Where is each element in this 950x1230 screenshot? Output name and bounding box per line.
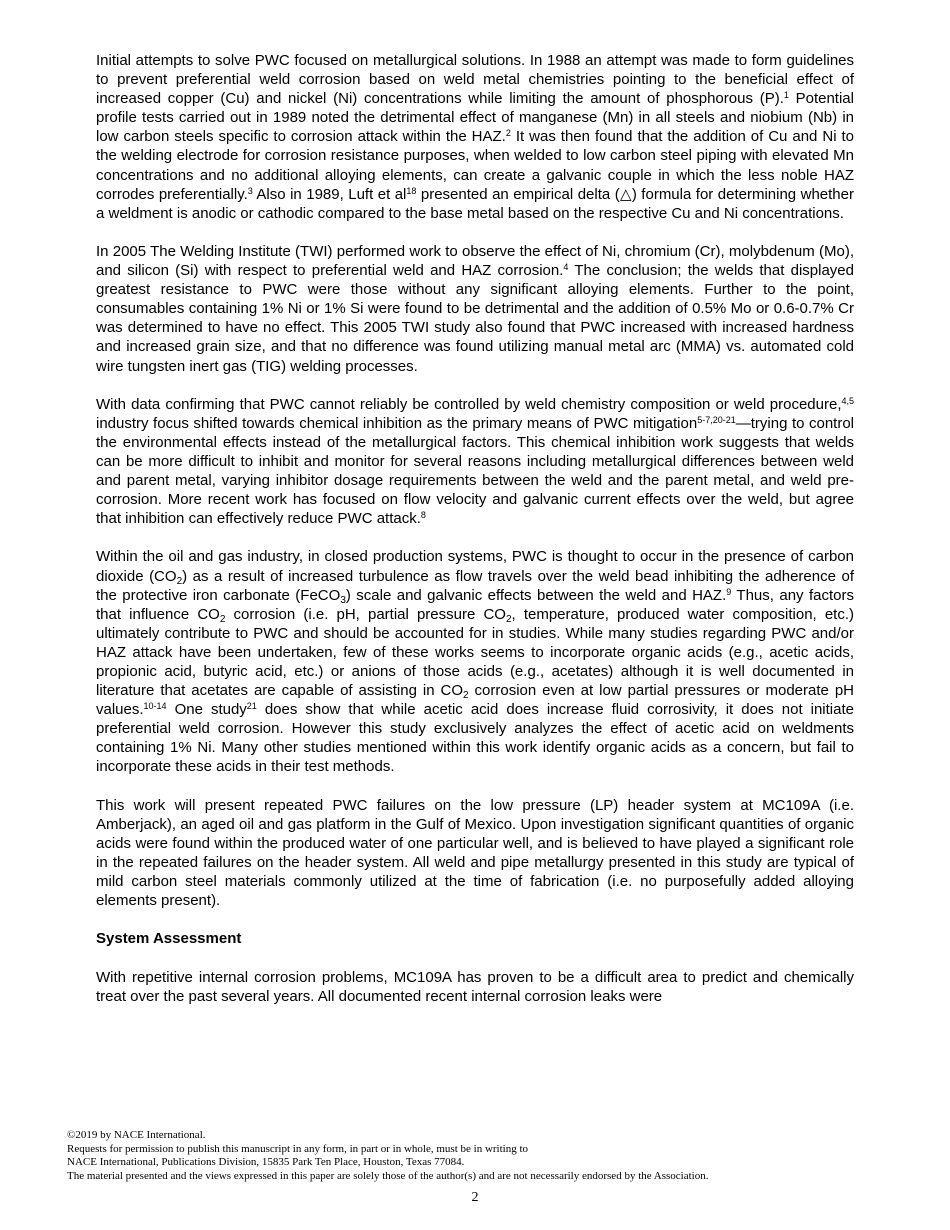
citation-ref: 2 [505, 128, 511, 139]
subscript: 2 [463, 690, 469, 702]
text-run: Thus, any factors that influence CO [96, 586, 854, 623]
text-run: does show that while acetic acid does increase fluid corrosivity, it does not initiate preferential weld corrosion. However this study exclusively analyzes the effect of acetic acid on weldments containing 1% Ni. Many other studies mentioned within this work identify organic acids as a concern, but fail to incorporate these acids in their test methods. [96, 701, 854, 776]
footer-address: NACE International, Publications Division, 15835 Park Ten Place, Houston, Texas 77084. [67, 1156, 465, 1169]
citation-ref: 1 [783, 90, 789, 101]
footer-permission: Requests for permission to publish this manuscript in any form, in part or in whole, must be in writing to [67, 1142, 529, 1155]
text-run: ) scale and galvanic effects between the weld and HAZ. [345, 586, 727, 604]
text-run: Within the oil and gas industry, in closed production systems, PWC is thought to occur in the presence of carbon dioxide (CO [96, 548, 854, 585]
text-run: corrosion (i.e. pH, partial pressure CO [225, 605, 506, 623]
subscript: 2 [176, 575, 183, 587]
footer-disclaimer: The material presented and the views expressed in this paper are solely those of the author(s) and are not necessarily endorsed by the Association. [67, 1169, 709, 1182]
citation-ref: 18 [406, 185, 417, 196]
subscript: 2 [219, 613, 226, 625]
subscript: 3 [340, 594, 346, 606]
text-run: One study [166, 701, 247, 719]
paragraph-system-assessment: With repetitive internal corrosion problems, MC109A has proven to be a difficult area to predict and chemically treat over the past several years. All documented recent internal corrosion leaks were [96, 968, 854, 1005]
citation-ref: 4 [563, 262, 569, 273]
citation-ref: 9 [726, 586, 732, 597]
paragraph-oil-gas-industry [96, 547, 854, 776]
citation-ref: 10-14 [143, 701, 167, 712]
paragraph-this-work: This work will present repeated PWC failures on the low pressure (LP) header system at MC109A (i.e. Amberjack), an aged oil and gas platform in the Gulf of Mexico. Upon investigation significant quantities of organic acids were found within the produced water of one particular well, and is believed to have played a significant role in the repeated failures on the header system. All weld and pipe metallurgy presented in this study are typical of mild carbon steel materials commonly utilized at the time of fabrication (i.e. no purposefully added alloying elements present). [96, 796, 854, 910]
citation-ref: 8 [420, 510, 426, 521]
text-run: corrosion even at low partial pressures or moderate pH values. [96, 682, 854, 719]
citation-ref: 4,5 [841, 395, 854, 406]
body-text [96, 51, 854, 1006]
citation-ref: 5-7,20-21 [697, 414, 736, 425]
text-run: Also in 1989, Luft et al [252, 185, 407, 203]
text-run: Initial attempts to solve PWC focused on metallurgical solutions. In 1988 an attempt was made to form guidelines to prevent preferential weld corrosion based on weld metal chemistries pointing to the beneficial effect of increased copper (Cu) and nickel (Ni) concentrations while limiting the amount of phosphorous (P). [96, 52, 854, 108]
text-run: In 2005 The Welding Institute (TWI) performed work to observe the effect of Ni, chromium (Cr), molybdenum (Mo), and silicon (Si) with respect to preferential weld and HAZ corrosion. [96, 242, 854, 280]
text-run: , temperature, produced water composition, etc.) ultimately contribute to PWC and should be accounted for in studies. While many studies regarding PWC and/or HAZ attack have been undertaken, few of these works seems to incorporate organic acids (e.g., acetic acids, propionic acid, butyric acid, etc.) or anions of those acids (e.g., acetates) although it is well documented in literature that acetates are capable of assisting in CO [96, 605, 855, 700]
text-run: —trying to control the environmental effects instead of the metallurgical factors. This chemical inhibition work suggests that welds can be more difficult to inhibit and monitor for several reasons including metallurgical differences between weld and parent metal, varying inhibitor dosage requirements between the weld and the parent metal, and weld pre-corrosion. More recent work has focused on flow velocity and galvanic current effects over the weld, but agree that inhibition can effectively reduce PWC attack. [96, 414, 854, 528]
text-run: The conclusion; the welds that displayed greatest resistance to PWC were those without any significant alloying elements. Further to the point, consumables containing 1% Ni or 1% Si were found to be detrimental and the addition of 0.5% Mo or 0.6-0.7% Cr was determined to have no effect. This 2005 TWI study also found that PWC increased with increased hardness and increased grain size, and that no difference was found utilizing manual metal arc (MMA) vs. automated cold wire tungsten inert gas (TIG) welding processes. [96, 262, 854, 375]
footer-copyright: ©2019 by NACE International. [67, 1129, 206, 1141]
text-run: Potential profile tests carried out in 1989 noted the detrimental effect of manganese (Mn) in all steels and niobium (Nb) in low carbon steels specific to corrosion attack within the HAZ. [96, 90, 854, 146]
subscript: 2 [505, 613, 512, 625]
text-run: presented an empirical delta (△) formula for determining whether a weldment is anodic or cathodic compared to the base metal based on the respective Cu and Ni concentrations. [96, 185, 854, 222]
section-heading: System Assessment [96, 930, 242, 948]
paragraph-chemical-inhibition [96, 395, 854, 529]
text-run: It was then found that the addition of Cu and Ni to the welding electrode for corrosion resistance purposes, when welded to low carbon steel piping with elevated Mn concentrations and no additional alloying elements, can create a galvanic couple in which the less noble HAZ corrodes preferentially. [96, 128, 854, 203]
paragraph-metallurgical-solutions [96, 51, 854, 223]
citation-ref: 21 [246, 701, 257, 712]
paragraph-twi-study [96, 242, 854, 376]
text-run: ) as a result of increased turbulence as flow travels over the weld bead inhibiting the adherence of the protective iron carbonate (FeCO [96, 567, 854, 604]
text-run: With data confirming that PWC cannot reliably be controlled by weld chemistry composition or weld procedure, [96, 395, 842, 413]
text-run: industry focus shifted towards chemical inhibition as the primary means of PWC mitigation [96, 414, 698, 432]
page-footer [67, 1129, 887, 1183]
page-number: 2 [471, 1190, 479, 1205]
citation-ref: 3 [247, 185, 253, 196]
